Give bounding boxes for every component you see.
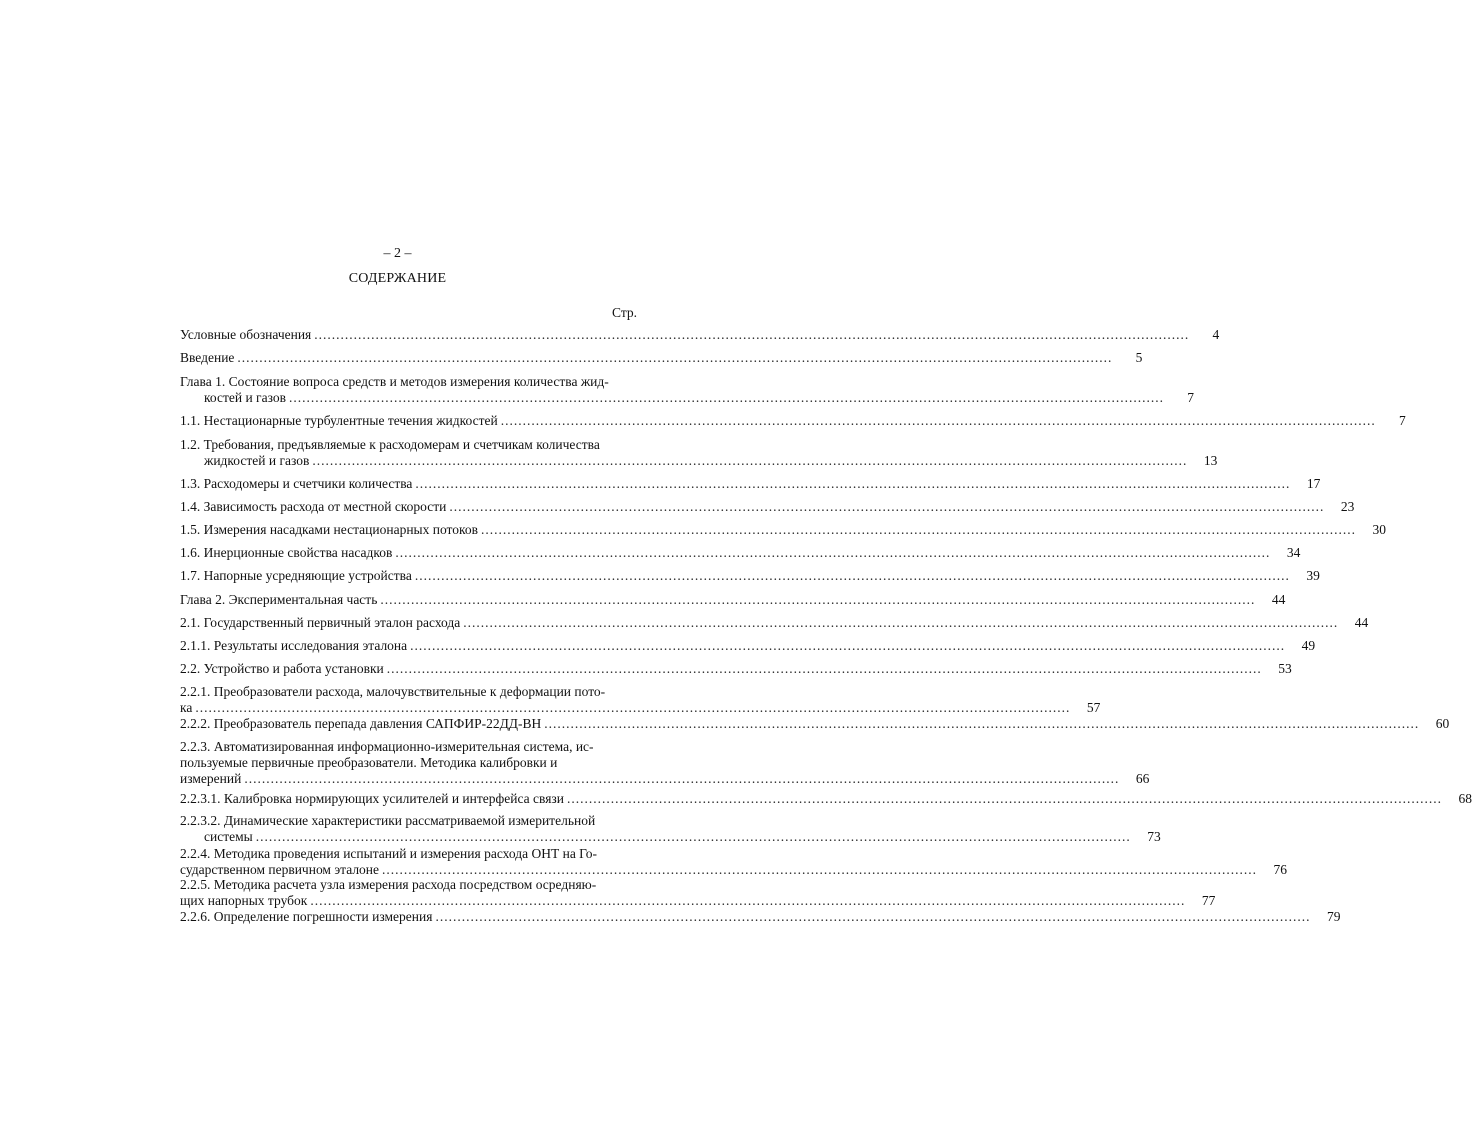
toc-entry [180, 374, 1194, 406]
toc-entry-label: 2.2.5. Методика расчета узла измерения расхода посредством осредняю- [180, 877, 597, 892]
toc-entry-label: 2.2.3.1. Калибровка нормирующих усилителей и интерфейса связи [180, 791, 564, 806]
toc-entry-line [180, 568, 1320, 584]
toc-entry-line [180, 499, 1355, 515]
toc-entry-label: 1.6. Инерционные свойства насадков [180, 545, 393, 560]
toc-entry [180, 499, 1355, 515]
toc-entry-line [180, 813, 632, 829]
toc-entry-label: Условные обозначения [180, 327, 312, 342]
dot-leader: ........................................................................................................................................................................................................ [244, 771, 1120, 786]
toc-entry [180, 615, 1369, 631]
toc-entry-line [180, 390, 1194, 406]
toc-entry [180, 684, 1101, 716]
toc-entry-line [180, 661, 1292, 677]
toc-entry-line [180, 846, 632, 862]
toc-entry [180, 877, 1216, 909]
dot-leader: ........................................................................................................................................................................................................ [237, 350, 1113, 365]
toc-entry-line [180, 350, 1143, 366]
toc-page-number: 57 [1086, 700, 1101, 715]
toc-entry-line [180, 893, 1216, 909]
toc-entry [180, 568, 1320, 584]
dot-leader: ........................................................................................................................................................................................................ [380, 592, 1256, 607]
toc-entry-line [180, 592, 1286, 608]
toc-entry-line [180, 545, 1301, 561]
toc-page-number: 49 [1301, 638, 1316, 653]
toc-entry-label: сударственном первичном эталоне [180, 862, 380, 877]
toc-entry-label: системы [204, 829, 253, 844]
dot-leader: ........................................................................................................................................................................................................ [414, 568, 1290, 583]
toc-entry-label: 1.4. Зависимость расхода от местной скорости [180, 499, 447, 514]
dot-leader: ........................................................................................................................................................................................................ [566, 791, 1442, 806]
toc-entry-label: жидкостей и газов [204, 453, 310, 468]
toc-entry-label: ка [180, 700, 193, 715]
dot-leader: ........................................................................................................................................................................................................ [382, 862, 1258, 877]
toc-entry [180, 592, 1286, 608]
toc-entry-label: костей и газов [204, 390, 286, 405]
toc-entry-label: 2.2. Устройство и работа установки [180, 661, 384, 676]
toc-entry-line [180, 437, 632, 453]
toc-entry-label: щих напорных трубок [180, 893, 308, 908]
page-column-header: Стр. [612, 305, 638, 320]
toc-entry-label: 2.2.4. Методика проведения испытаний и измерения расхода ОНТ на Го- [180, 846, 598, 861]
toc-entry-label: Глава 2. Экспериментальная часть [180, 592, 378, 607]
toc-entry [180, 909, 1341, 925]
toc-entry-line [180, 684, 632, 700]
toc-page-number: 68 [1458, 791, 1472, 806]
dot-leader: ........................................................................................................................................................................................................ [500, 413, 1376, 428]
toc-entry [180, 813, 1161, 845]
toc-entry-label: 1.2. Требования, предъявляемые к расходомерам и счетчикам количества [180, 437, 600, 452]
toc-page-number: 7 [1187, 390, 1194, 405]
toc-entry-label: 2.2.2. Преобразователь перепада давления САПФИР-22ДД-ВН [180, 716, 542, 731]
toc-page-number: 23 [1340, 499, 1355, 514]
toc-entry-label: 1.7. Напорные усредняющие устройства [180, 568, 412, 583]
toc-entry-line [180, 638, 1316, 654]
dot-leader: ........................................................................................................................................................................................................ [395, 545, 1271, 560]
toc-entry-label: 1.3. Расходомеры и счетчики количества [180, 476, 413, 491]
toc-entry [180, 739, 1150, 787]
toc-entry-line [180, 327, 1220, 343]
dot-leader: ........................................................................................................................................................................................................ [288, 390, 1164, 405]
toc-entry-label: 2.2.3.2. Динамические характеристики рассматриваемой измерительной [180, 813, 596, 828]
dot-leader: ........................................................................................................................................................................................................ [314, 327, 1190, 342]
toc-page-number: 4 [1212, 327, 1220, 342]
toc-entry-line [180, 522, 1387, 538]
toc-entry-line [180, 755, 632, 771]
toc-entry-line [180, 476, 1321, 492]
toc-page-number: 30 [1372, 522, 1387, 537]
toc-entry-line [180, 716, 1450, 732]
dot-leader: ........................................................................................................................................................................................................ [544, 716, 1420, 731]
dot-leader: ........................................................................................................................................................................................................ [410, 638, 1286, 653]
toc-entry-label: 1.5. Измерения насадками нестационарных потоков [180, 522, 479, 537]
toc-page-number: 44 [1271, 592, 1286, 607]
toc-entry-label: пользуемые первичные преобразователи. Методика калибровки и [180, 755, 558, 770]
dot-leader: ........................................................................................................................................................................................................ [481, 522, 1357, 537]
dot-leader: ........................................................................................................................................................................................................ [449, 499, 1325, 514]
toc-entry-line [180, 413, 1406, 429]
toc-entry [180, 716, 1450, 732]
toc-entry-label: 2.2.1. Преобразователи расхода, малочувствительные к деформации пото- [180, 684, 606, 699]
dot-leader: ........................................................................................................................................................................................................ [435, 909, 1311, 924]
toc-entry [180, 413, 1406, 429]
toc-entry-label: Глава 1. Состояние вопроса средств и методов измерения количества жид- [180, 374, 609, 389]
toc-entry-label: измерений [180, 771, 242, 786]
toc-entry [180, 661, 1292, 677]
toc-entry [180, 437, 1218, 469]
toc-entry-line [180, 829, 1161, 845]
toc-entry [180, 327, 1220, 343]
toc-page-number: 7 [1398, 413, 1406, 428]
toc-entry-line [180, 771, 1150, 787]
toc-entry-line [180, 700, 1101, 716]
toc-entry-line [180, 374, 632, 390]
toc-entry-label: 2.1.1. Результаты исследования эталона [180, 638, 408, 653]
dot-leader: ........................................................................................................................................................................................................ [195, 700, 1071, 715]
toc-page-number: 77 [1201, 893, 1216, 908]
toc-entry [180, 522, 1387, 538]
toc-page-number: 34 [1286, 545, 1301, 560]
toc-page-number: 73 [1147, 829, 1161, 844]
toc-entry-line [180, 453, 1218, 469]
dot-leader: ........................................................................................................................................................................................................ [255, 829, 1131, 844]
toc-entry-line [180, 615, 1369, 631]
toc-page-number: 17 [1306, 476, 1321, 491]
toc-page-number: 66 [1135, 771, 1150, 786]
toc-page-number: 76 [1273, 862, 1288, 877]
toc-entry-label: 2.1. Государственный первичный эталон расхода [180, 615, 461, 630]
toc-page-number: 79 [1326, 909, 1341, 924]
toc-page-number: 5 [1135, 350, 1143, 365]
toc-page-number: 60 [1435, 716, 1450, 731]
toc-entry-line [180, 791, 1472, 807]
toc-page-number: 44 [1354, 615, 1369, 630]
dot-leader: ........................................................................................................................................................................................................ [312, 453, 1188, 468]
toc-entry [180, 476, 1321, 492]
dot-leader: ........................................................................................................................................................................................................ [386, 661, 1262, 676]
toc-entry-label: 1.1. Нестационарные турбулентные течения жидкостей [180, 413, 498, 428]
toc-entry-label: 2.2.3. Автоматизированная информационно-измерительная система, ис- [180, 739, 594, 754]
toc-page-number: 39 [1306, 568, 1320, 583]
toc-entry-label: 2.2.6. Определение погрешности измерения [180, 909, 433, 924]
toc-page-number: 13 [1203, 453, 1218, 468]
toc-entry-line [180, 739, 632, 755]
dot-leader: ........................................................................................................................................................................................................ [310, 893, 1186, 908]
toc-entry-line [180, 877, 632, 893]
toc-entry [180, 791, 1472, 807]
toc-entry-line [180, 862, 1288, 878]
dot-leader: ........................................................................................................................................................................................................ [415, 476, 1291, 491]
toc-entry [180, 638, 1316, 654]
page-number: – 2 – [383, 246, 412, 261]
toc-entry-label: Введение [180, 350, 235, 365]
page-title: СОДЕРЖАНИЕ [348, 271, 447, 286]
toc-entry [180, 545, 1301, 561]
toc-entry [180, 350, 1143, 366]
toc-entry-line [180, 909, 1341, 925]
toc-entry [180, 846, 1288, 878]
dot-leader: ........................................................................................................................................................................................................ [463, 615, 1339, 630]
toc-page-number: 53 [1278, 661, 1292, 676]
